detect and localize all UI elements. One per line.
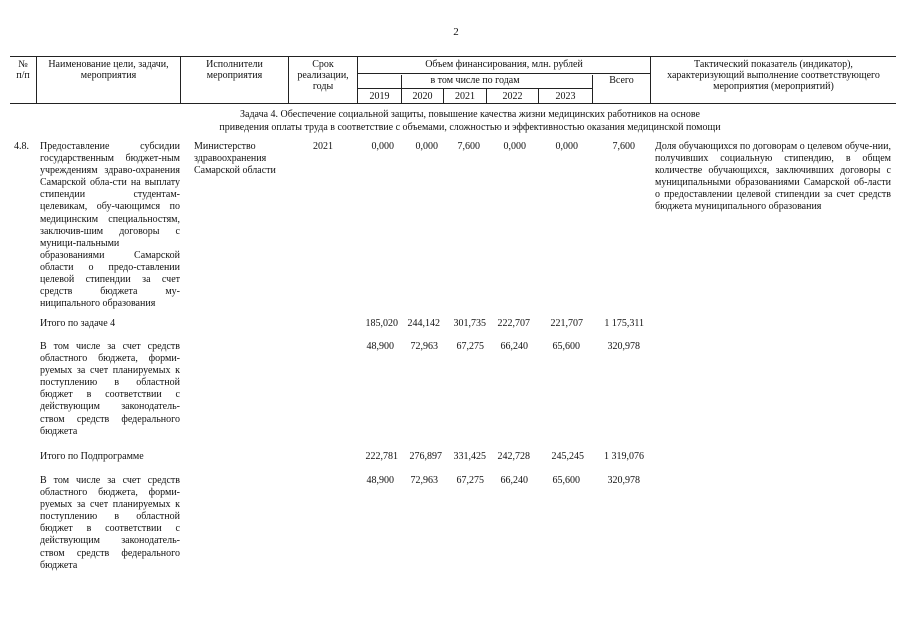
including-subprogram-2022: 66,240 — [500, 475, 528, 486]
total-subprogram-total: 1 319,076 — [604, 451, 644, 462]
total-subprogram-2023: 245,245 — [551, 451, 584, 462]
header-year-2021: 2021 — [455, 91, 475, 102]
row-number: 4.8. — [14, 141, 29, 152]
including-task-2023: 65,600 — [552, 341, 580, 352]
header-indicator: Тактический показатель (индикатор), характеризующий выполнение соответствующего мероприятия (мероприятий) — [667, 59, 880, 92]
including-task-2019: 48,900 — [366, 341, 394, 352]
total-task-label: Итого по задаче 4 — [40, 318, 116, 329]
header-total: Всего — [609, 75, 634, 86]
including-subprogram-2019: 48,900 — [366, 475, 394, 486]
total-subprogram-2022: 242,728 — [497, 451, 530, 462]
row-indicator: Доля обучающихся по договорам о целевом обуче-нии, получивших социальную стипендию, в общем количестве обучающихся, заключивших договоры с муниципальными образованиями Самарской об-ласти о предоставлении целевой стипендии за счет средств бюджета муниципального образования — [655, 141, 891, 213]
header-funding: Объем финансирования, млн. рублей — [425, 59, 583, 70]
including-subprogram-total: 320,978 — [607, 475, 640, 486]
total-subprogram-2021: 331,425 — [453, 451, 486, 462]
total-subprogram-2020: 276,897 — [409, 451, 442, 462]
row-value-2020: 0,000 — [415, 141, 438, 152]
table-header — [10, 56, 896, 104]
row-value-2019: 0,000 — [371, 141, 394, 152]
task-title: Задача 4. Обеспечение социальной защиты, повышение качества жизни медицинских работников на основе приведения оплаты труда в соответствие с объемами, сложностью и эффективностью оказания медицинской помощи — [219, 109, 721, 133]
including-subprogram-label: В том числе за счет средств областного бюджета, форми-руемых за счет планируемых к поступлению в областной бюджет в соответствии с действующим законодатель-ством средств федерального бюджета — [40, 475, 180, 571]
page-number: 2 — [453, 26, 459, 38]
header-year-2019: 2019 — [369, 91, 390, 102]
total-subprogram-label: Итого по Подпрограмме — [40, 451, 144, 462]
header-year-2020: 2020 — [412, 91, 433, 102]
including-task-2020: 72,963 — [410, 341, 438, 352]
including-task-2022: 66,240 — [500, 341, 528, 352]
total-task-total: 1 175,311 — [604, 318, 644, 329]
row-name: Предоставление субсидии государственным бюджет-ным учреждениям здраво-охранения Самарской обла-сти на выплату стипендии студентам-целевикам, обу-чающимся по медицинским специальностям, заключив-шим договоры с муници-пальными образованиями Самарской области о предо-ставлении целевой стипендии за счет средств бюджета му-ниципального образования — [40, 141, 180, 310]
total-task-2021: 301,735 — [453, 318, 486, 329]
header-by-years: в том числе по годам — [430, 75, 520, 86]
row-total: 7,600 — [612, 141, 635, 152]
including-subprogram-2021: 67,275 — [456, 475, 484, 486]
row-executor: Министерство здравоохранения Самарской области — [194, 141, 276, 177]
including-task-total: 320,978 — [607, 341, 640, 352]
including-subprogram-2023: 65,600 — [552, 475, 580, 486]
total-task-2020: 244,142 — [407, 318, 440, 329]
header-name: Наименование цели, задачи, мероприятия — [48, 59, 169, 81]
including-task-label: В том числе за счет средств областного бюджета, форми-руемых за счет планируемых к поступлению в областной бюджет в соответствии с действующим законодатель-ством средств федерального бюджета — [40, 341, 180, 437]
including-subprogram-2020: 72,963 — [410, 475, 438, 486]
header-no: № п/п — [16, 59, 30, 81]
header-year-2023: 2023 — [555, 91, 576, 102]
row-value-2021: 7,600 — [457, 141, 480, 152]
total-subprogram-2019: 222,781 — [365, 451, 398, 462]
header-executors: Исполнители мероприятия — [206, 59, 263, 81]
header-term: Срок реализации, годы — [297, 59, 349, 92]
total-task-2023: 221,707 — [550, 318, 583, 329]
total-task-2022: 222,707 — [497, 318, 530, 329]
row-value-2022: 0,000 — [503, 141, 526, 152]
row-value-2023: 0,000 — [555, 141, 578, 152]
row-term: 2021 — [313, 141, 333, 152]
total-task-2019: 185,020 — [365, 318, 398, 329]
including-task-2021: 67,275 — [456, 341, 484, 352]
header-year-2022: 2022 — [502, 91, 523, 102]
